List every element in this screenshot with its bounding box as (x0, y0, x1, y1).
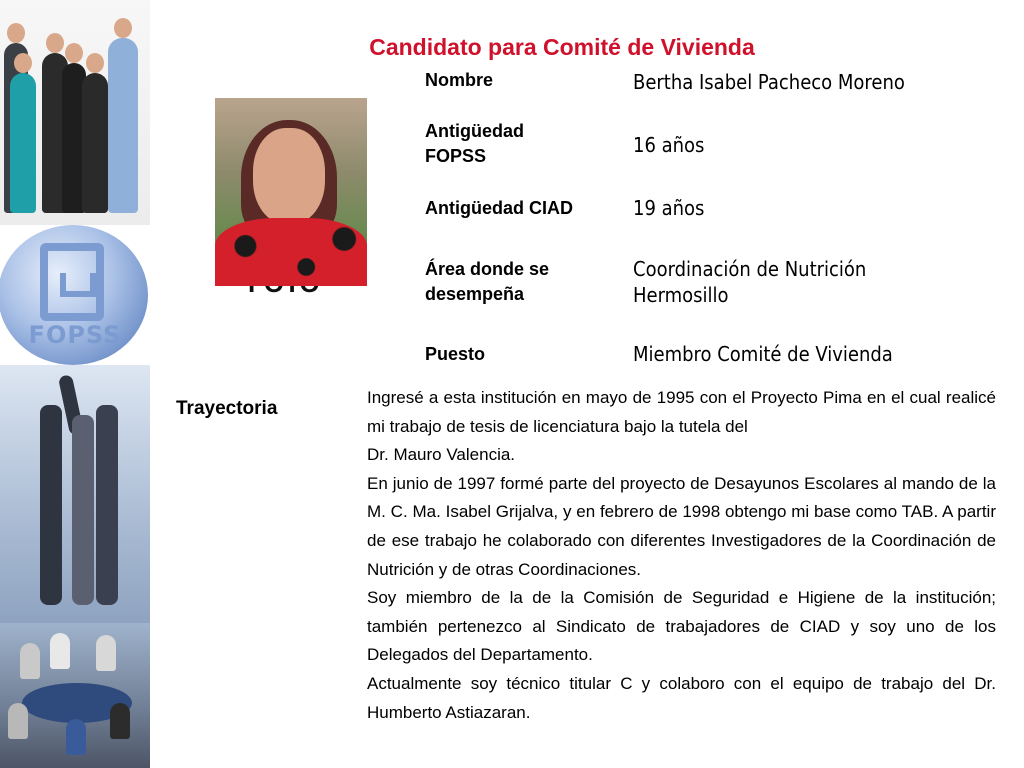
field-value-puesto: Miembro Comité de Vivienda (633, 342, 893, 366)
person-figure (20, 643, 40, 679)
trayectoria-paragraph: Soy miembro de la de la Comisión de Seguridad e Higiene de la institución; también pertenezco al Sindicato de trabajadores de CIAD y soy uno de los Delegados del Departamento. (367, 588, 996, 665)
field-value-area: Coordinación de Nutrición Hermosillo (633, 257, 867, 307)
trayectoria-label: Trayectoria (176, 398, 278, 419)
field-value-nombre: Bertha Isabel Pacheco Moreno (633, 70, 905, 94)
trayectoria-text (367, 384, 996, 727)
trayectoria-paragraph: En junio de 1997 formé parte del proyecto de Desayunos Escolares al mando de la M. C. Ma. Isabel Grijalva, y en febrero de 1998 obtengo mi base como TAB. A partir de ese trabajo he colaborado con diferentes Investigadores de la Coordinación de Nutrición y de otras Coordinaciones. (367, 473, 996, 579)
person-figure (82, 73, 108, 213)
person-figure (96, 405, 118, 605)
person-figure (40, 405, 62, 605)
person-figure (66, 719, 86, 755)
field-value-antiguedad-fopss: 16 años (633, 133, 705, 157)
trayectoria-paragraph: Ingresé a esta institución en mayo de 1995 con el Proyecto Pima en el cual realicé mi trabajo de tesis de licenciatura bajo la tutela del (367, 388, 996, 436)
person-figure (108, 38, 138, 213)
trayectoria-paragraph: Actualmente soy técnico titular C y colaboro con el equipo de trabajo del Dr. Humberto Astiazaran. (367, 673, 996, 722)
trayectoria-paragraph: Dr. Mauro Valencia. (367, 445, 516, 465)
person-figure (50, 633, 70, 669)
person-figure (10, 73, 36, 213)
person-figure (72, 415, 94, 605)
field-label-area: Área donde se desempeña (425, 259, 550, 304)
candidate-photo (215, 98, 367, 286)
logo-mark-icon (40, 243, 104, 321)
teamwork-image (0, 365, 150, 623)
field-value-antiguedad-ciad: 19 años (633, 196, 705, 220)
meeting-image (0, 623, 150, 768)
business-people-image (0, 0, 150, 225)
field-label-antiguedad-fopss: Antigüedad FOPSS (425, 121, 524, 166)
person-figure (110, 703, 130, 739)
logo-text: FOPSS (28, 321, 122, 349)
field-label-antiguedad-ciad: Antigüedad CIAD (425, 198, 573, 218)
field-label-nombre: Nombre (425, 70, 494, 90)
page-title: Candidato para Comité de Vivienda (369, 34, 755, 60)
person-figure (96, 635, 116, 671)
person-figure (8, 703, 28, 739)
field-label-puesto: Puesto (425, 344, 486, 364)
fopss-logo (0, 225, 150, 365)
left-decorative-column (0, 0, 150, 768)
